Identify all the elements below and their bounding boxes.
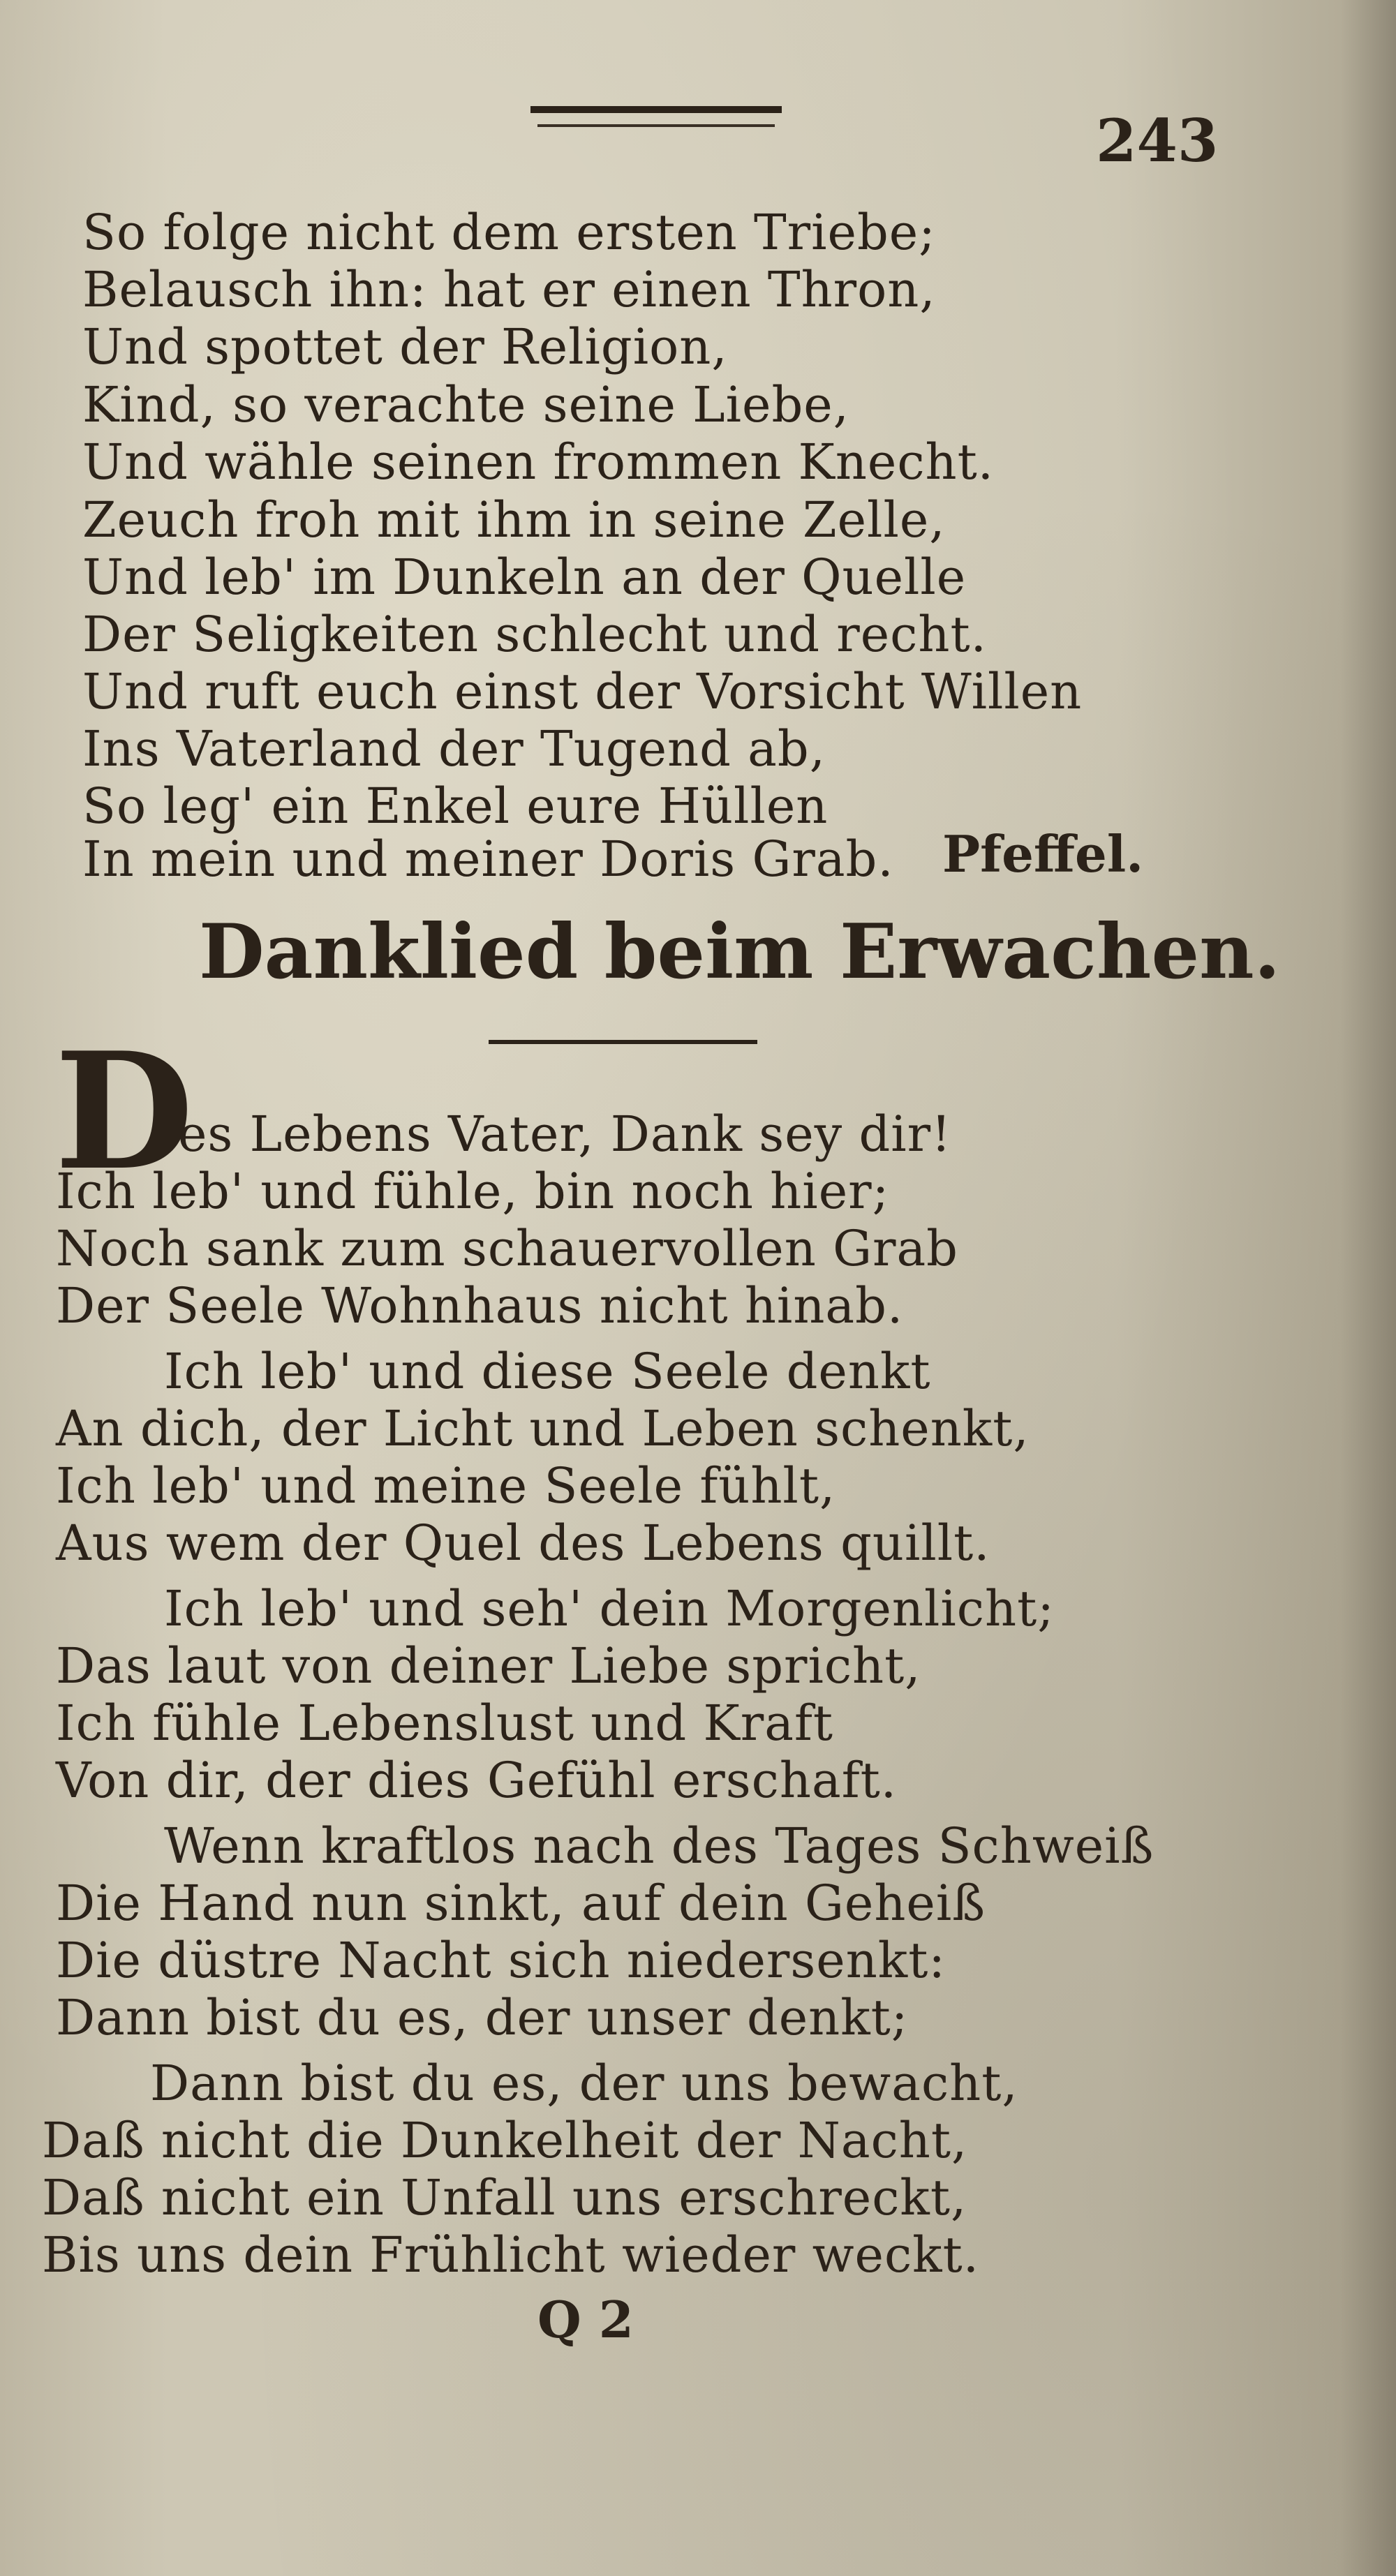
poem2-line-1: es Lebens Vater, Dank sey dir! [178,1105,952,1163]
poem2-line-10: Das laut von deiner Liebe spricht, [56,1637,921,1695]
poem2-line-16: Dann bist du es, der unser denkt; [56,1989,909,2046]
poem1-line-7: Und leb' im Dunkeln an der Quelle [82,549,967,606]
catchword-signature: Q 2 [537,2290,634,2349]
page-number: 243 [1096,106,1219,175]
poem2-line-3: Noch sank zum schauervollen Grab [56,1220,958,1277]
poem1-line-5: Und wähle seinen frommen Knecht. [82,433,995,491]
poem2-line-9: Ich leb' und seh' dein Morgenlicht; [164,1580,1055,1637]
poem2-line-14: Die Hand nun sinkt, auf dein Geheiß [56,1875,986,1932]
poem1-line-10: Ins Vaterland der Tugend ab, [82,720,826,777]
poem2-line-19: Daß nicht ein Unfall uns erschreckt, [42,2169,967,2226]
poem2-line-2: Ich leb' und fühle, bin noch hier; [56,1163,890,1220]
poem1-line-12: In mein und meiner Doris Grab. [82,831,894,888]
poem2-line-12: Von dir, der dies Gefühl erschaft. [56,1752,897,1809]
poem2-line-13: Wenn kraftlos nach des Tages Schweiß [164,1817,1154,1875]
poem2-line-11: Ich fühle Lebenslust und Kraft [56,1695,834,1752]
poem2-line-20: Bis uns dein Frühlicht wieder weckt. [42,2226,979,2284]
poem1-line-1: So folge nicht dem ersten Triebe; [82,204,936,261]
poem1-line-8: Der Seligkeiten schlecht und recht. [82,606,987,663]
header-rule [530,106,782,113]
header-rule-thin [537,124,775,127]
poem2-line-17: Dann bist du es, der uns bewacht, [150,2055,1018,2112]
title-rule [489,1040,757,1044]
poem2-line-15: Die düstre Nacht sich niedersenkt: [56,1932,946,1989]
poem2-line-4: Der Seele Wohnhaus nicht hinab. [56,1277,904,1334]
poem1-author: Pfeffel. [942,824,1144,884]
poem2-line-5: Ich leb' und diese Seele denkt [164,1343,931,1400]
poem1-line-6: Zeuch froh mit ihm in seine Zelle, [82,491,946,549]
poem1-line-3: Und spottet der Religion, [82,318,728,375]
poem1-line-9: Und ruft euch einst der Vorsicht Willen [82,663,1083,720]
poem2-line-8: Aus wem der Quel des Lebens quillt. [56,1514,990,1572]
poem1-line-2: Belausch ihn: hat er einen Thron, [82,261,936,318]
poem2-line-6: An dich, der Licht und Leben schenkt, [56,1400,1030,1457]
poem2-line-7: Ich leb' und meine Seele fühlt, [56,1457,836,1514]
drop-initial: D [54,1018,194,1206]
poem1-line-11: So leg' ein Enkel eure Hüllen [82,777,829,835]
poem2-line-18: Daß nicht die Dunkelheit der Nacht, [42,2112,968,2169]
poem-title: Danklied beim Erwachen. [199,908,1281,996]
poem1-line-4: Kind, so verachte seine Liebe, [82,376,849,433]
